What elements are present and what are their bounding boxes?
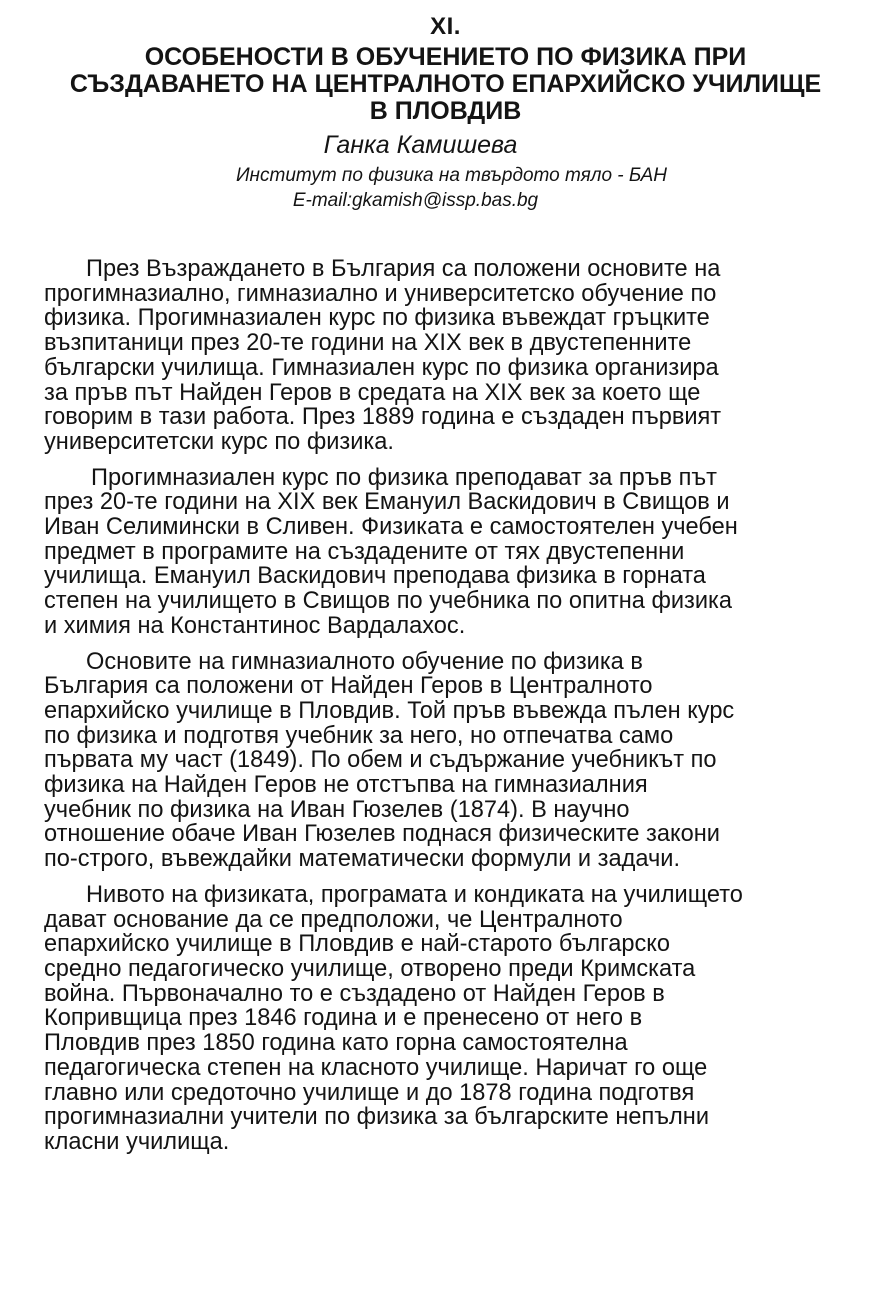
body-paragraph-3: Основите на гимназиалното обучение по физика в България са положени от Найден Геров в Централното епархийско училище в Пловдив. Той пръв въвежда пълен курс по физика и подготвя учебник за него, но отпечатва само първата му част (1849). По обем и съдържание учебникът по физика на Найден Геров не отстъпва на гимназиалния учебник по физика на Иван Гюзелев (1874). В научно отношение обаче Иван Гюзелев поднася физическите закони по-строго, въвеждайки математически формули и задачи. <box>44 648 735 873</box>
author-affiliation: Институт по физика на твърдото тяло - БАН <box>235 165 668 186</box>
chapter-number: XI. <box>430 13 461 40</box>
author-email: E-mail:gkamish@issp.bas.bg <box>292 190 539 211</box>
body-paragraph-1: През Възраждането в България са положени основите на прогимназиално, гимназиално и университетско обучение по физика. Прогимназиален курс по физика въвеждат гръцките възпитаници през 20-те години на XIX век в двустепенните български училища. Гимназиален курс по физика организира за пръв път Найден Геров в средата на XIX век за което ще говорим в тази работа. През 1889 година е създаден първият университетски курс по физика. <box>44 256 722 455</box>
article-header <box>0 14 891 213</box>
body-paragraph-4: Нивото на физиката, програмата и кондиката на училището дават основание да се предположи, че Централното епархийско училище в Пловдив е най-старото българско средно педагогическо училище, отворено преди Кримската война. Първоначално то е създадено от Найден Геров в Копривщица през 1846 година и е пренесено от него в Пловдив през 1850 година като горна самостоятелна педагогическа степен на класното училище. Наричат го още главно или средоточно училище и до 1878 година подготвя прогимназиални учители по физика за българските непълни класни училища. <box>44 881 743 1155</box>
body-paragraph-2: Прогимназиален курс по физика преподават за пръв път през 20-те години на XIX век Емануил Васкидович в Свищов и Иван Селимински в Сливен. Физиката е самостоятелен учебен предмет в програмите на създадените от тях двустепенни училища. Емануил Васкидович преподава физика в горната степен на училището в Свищов по учебника по опитна физика и химия на Константинос Вардалахос. <box>44 464 738 639</box>
article-body <box>44 257 859 1166</box>
article-title: ОСОБЕНОСТИ В ОБУЧЕНИЕТО ПО ФИЗИКА ПРИ СЪЗДАВАНЕТО НА ЦЕНТРАЛНОТО ЕПАРХИЙСКО УЧИЛИЩЕ В ПЛОВДИВ <box>69 43 822 125</box>
author-name: Ганка Камишева <box>323 131 518 159</box>
